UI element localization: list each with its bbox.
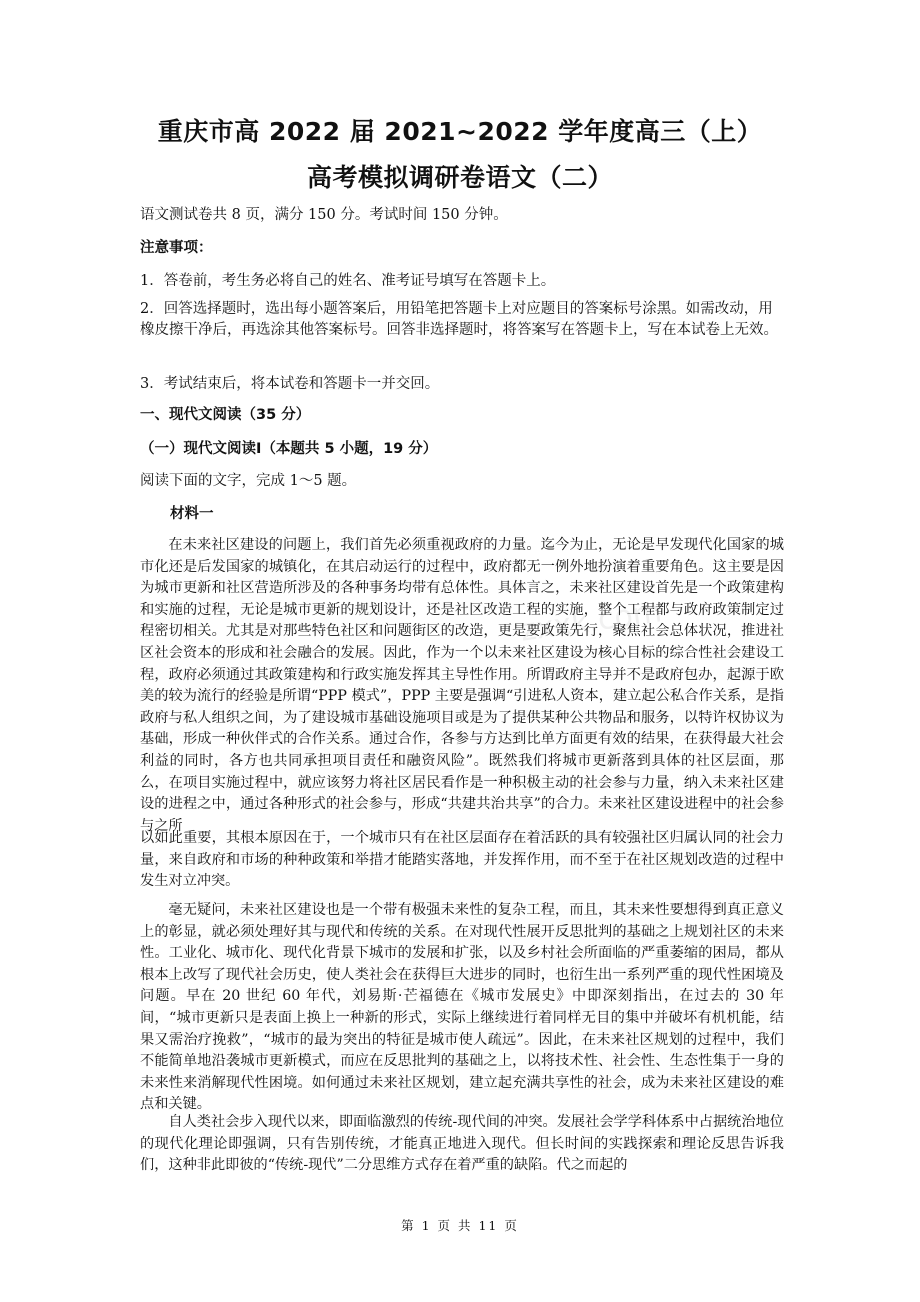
section-heading: 一、现代文阅读（35 分） — [140, 407, 311, 423]
notice-item-1: 1．答卷前，考生务必将自己的姓名、准考证号填写在答题卡上。 — [140, 273, 556, 289]
notice-item-3: 3．考试结束后，将本试卷和答题卡一并交回。 — [140, 376, 440, 392]
document-title-line1: 重庆市高 2022 届 2021~2022 学年度高三（上） — [157, 117, 763, 146]
document-title-line2: 高考模拟调研卷语文（二） — [306, 163, 613, 192]
paragraph-1: 在未来社区建设的问题上，我们首先必须重视政府的力量。迄今为止，无论是早发现代化国家的城市化还是后发国家的城镇化，在其启动运行的过程中，政府都无一例外地扮演着重要角色。这主要是因为城市更新和社区营造所涉及的各种事务均带有总体性。具体言之，未来社区建设首先是一个政策建构和实施的过程，无论是城市更新的规划设计，还是社区改造工程的实施，整个工程都与政府政策制定过程密切相关。尤其是对那些特色社区和问题街区的改造，更是要政策先行，聚焦社会总体状况，推进社区社会资本的形成和社会融合的发展。因此，作为一个以未来社区建设为核心目标的综合性社会建设工程，政府必须通过其政策建构和行政实施发挥其主导性作用。所谓政府主导并不是政府包办，起源于欧美的较为流行的经验是所谓“PPP 模式”，PPP 主要是强调“引进私人资本，建立起公私合作关系，是指政府与私人组织之间，为了建设城市基础设施项目或是为了提供某种公共物品和服务，以特许权协议为基础，形成一种伙伴式的合作关系。通过合作，各参与方达到比单方面更有效的结果，在获得最大社会利益的同时，各方也共同承担项目责任和融资风险”。既然我们将城市更新落到具体的社区层面，那么，在项目实施过程中，就应该努力将社区居民看作是一种积极主动的社会参与力量，纳入未来社区建设的进程之中，通过各种形式的社会参与，形成“共建共治共享”的合力。未来社区建设进程中的社会参与之所 — [140, 537, 784, 834]
notice-item-2: 2．回答选择题时，选出每小题答案后，用铅笔把答题卡上对应题目的答案标号涂黑。如需改动，用橡皮擦干净后，再选涂其他答案标号。回答非选择题时，将答案写在答题卡上，写在本试卷上无效。 — [140, 301, 778, 338]
paragraph-3: 自人类社会步入现代以来，即面临激烈的传统-现代间的冲突。发展社会学学科体系中占据统治地位的现代化理论即强调，只有告别传统，才能真正地进入现代。但长时间的实践探索和理论反思告诉我们，这种非此即彼的“传统-现代”二分思维方式存在着严重的缺陷。代之而起的 — [140, 1114, 784, 1174]
material-label: 材料一 — [170, 506, 214, 522]
section-subheading: （一）现代文阅读Ⅰ（本题共 5 小题，19 分） — [140, 441, 438, 457]
exam-intro: 语文测试卷共 8 页，满分 150 分。考试时间 150 分钟。 — [140, 207, 508, 223]
paragraph-2: 毫无疑问，未来社区建设也是一个带有极强未来性的复杂工程，而且，其未来性要想得到真正意义上的彰显，就必须处理好其与现代和传统的关系。在对现代性展开反思批判的基础之上规划社区的未来性。工业化、城市化、现代化背景下城市的发展和扩张，以及乡村社会所面临的严重萎缩的困局，都从根本上改写了现代社会历史，使人类社会在获得巨大进步的同时，也衍生出一系列严重的现代性困境及问题。早在 20 世纪 60 年代，刘易斯·芒福德在《城市发展史》中即深刻指出，在过去的 30 年间，“城市更新只是表面上换上一种新的形式，实际上继续进行着同样无目的集中并破坏有机机能，结果又需治疗挽救”，“城市的最为突出的特征是城市使人疏远”。因此，在未来社区规划的过程中，我们不能简单地沿袭城市更新模式，而应在反思批判的基础之上，以将技术性、社会性、生态性集于一身的未来性来消解现代性困境。如何通过未来社区规划，建立起充满共享性的社会，成为未来社区建设的难点和关键。 — [140, 902, 784, 1113]
paragraph-1-continued: 以如此重要，其根本原因在于，一个城市只有在社区层面存在着活跃的具有较强社区归属认同的社会力量，来自政府和市场的种种政策和举措才能踏实落地，并发挥作用，而不至于在社区规划改造的过程中发生对立冲突。 — [140, 830, 784, 890]
page-footer: 第 1 页 共 11 页 — [401, 1218, 519, 1233]
notice-heading: 注意事项： — [140, 240, 213, 256]
reading-instruction: 阅读下面的文字，完成 1～5 题。 — [140, 473, 357, 489]
watermark: zxxk.com — [518, 594, 664, 649]
